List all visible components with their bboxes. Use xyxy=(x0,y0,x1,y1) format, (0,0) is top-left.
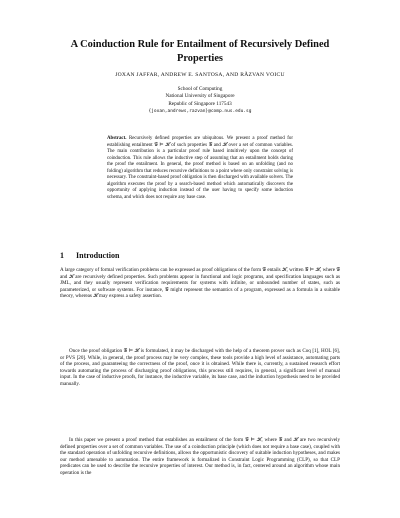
body-paragraph: A large category of formal verification problems can be expressed as proof obligations of the form 𝒢 entails ℋ, written 𝒢 ⊨ ℋ, where 𝒢 and ℋ are recursively defined properties. Such problems appear in functional and logic programs, and specification languages such as JML, and they usually represent verification requirements for systems with infinite, or unbounded number of states, such as parameterized, or software systems. For instance, 𝒢 might represent the semantics of a program, expressed as a formula in a suitable theory, whereas ℋ may express a safety assertion. xyxy=(60,267,340,300)
affiliation-block xyxy=(80,86,320,116)
body-paragraph: Once the proof obligation 𝒢 ⊨ ℋ is formulated, it may be discharged with the help of a theorem prover such as Coq [1], HOL [6], or PVS [20]. While, in general, the proof process may be very complex, these tools provide a high level of assistance, automating parts of the process, and guaranteeing the correctness of the proof, once it is obtained. While there is, currently, a sustained research effort towards automating the process of discharging proof obligations, this process still requires, in general, a significant level of manual input. In the case of inductive proofs, for instance, the inductive variable, its base case, and the induction hypothesis need to be provided manually. xyxy=(60,348,340,387)
body-paragraph: In this paper we present a proof method that establishes an entailment of the form 𝒢 ⊨ ℋ, where 𝒢 and ℋ are two recursively defined properties over a set of common variables. The use of a coinduction principle (which does not require a base case), coupled with the standard operation of unfolding recursive definitions, allows the opportunistic discovery of suitable induction hypotheses, and makes our method amenable to automation. The entire framework is formalized in Constraint Logic Programming (CLP), so that CLP predicates can be used to describe the recursive properties of interest. Our method is, in fact, centered around an algorithm whose main operation is the xyxy=(60,437,340,476)
author-list: JOXAN JAFFAR, ANDREW E. SANTOSA, AND RĂZVAN VOICU xyxy=(115,72,285,78)
paper-title: A Coinduction Rule for Entailment of Recursively Defined Properties xyxy=(70,39,330,64)
section-heading xyxy=(60,251,340,260)
affiliation-line: National University of Singapore xyxy=(165,93,235,100)
abstract xyxy=(107,136,293,201)
section-number: 1 xyxy=(60,251,64,260)
affiliation-line: School of Computing xyxy=(177,86,223,92)
abstract-text: Recursively defined properties are ubiquitous. We present a proof method for establishing entailment 𝒢 ⊨ ℋ of such properties 𝒢 and ℋ over a set of common variables. The main contribution is a particular proof rule based intuitively upon the concept of coinduction. This rule allows the inductive step of assuming that an entailment holds during the proof the entailment. In general, the proof method is based on an unfolding (and no folding) algorithm that reduces recursive definitions to a point where only constraint solving is necessary. The constraint-based proof obligation is then discharged with available solvers. The algorithm executes the proof by a search-based method which automatically discovers the opportunity of applying induction instead of the user having to specify some induction schema, and which does not require any base case. xyxy=(107,136,293,200)
affiliation-line: Republic of Singapore 117543 xyxy=(168,100,232,107)
author-email: {joxan,andrews,razvan}@comp.nus.edu.sg xyxy=(148,109,252,115)
abstract-label: Abstract. xyxy=(107,136,127,141)
section-title: Introduction xyxy=(76,251,120,260)
